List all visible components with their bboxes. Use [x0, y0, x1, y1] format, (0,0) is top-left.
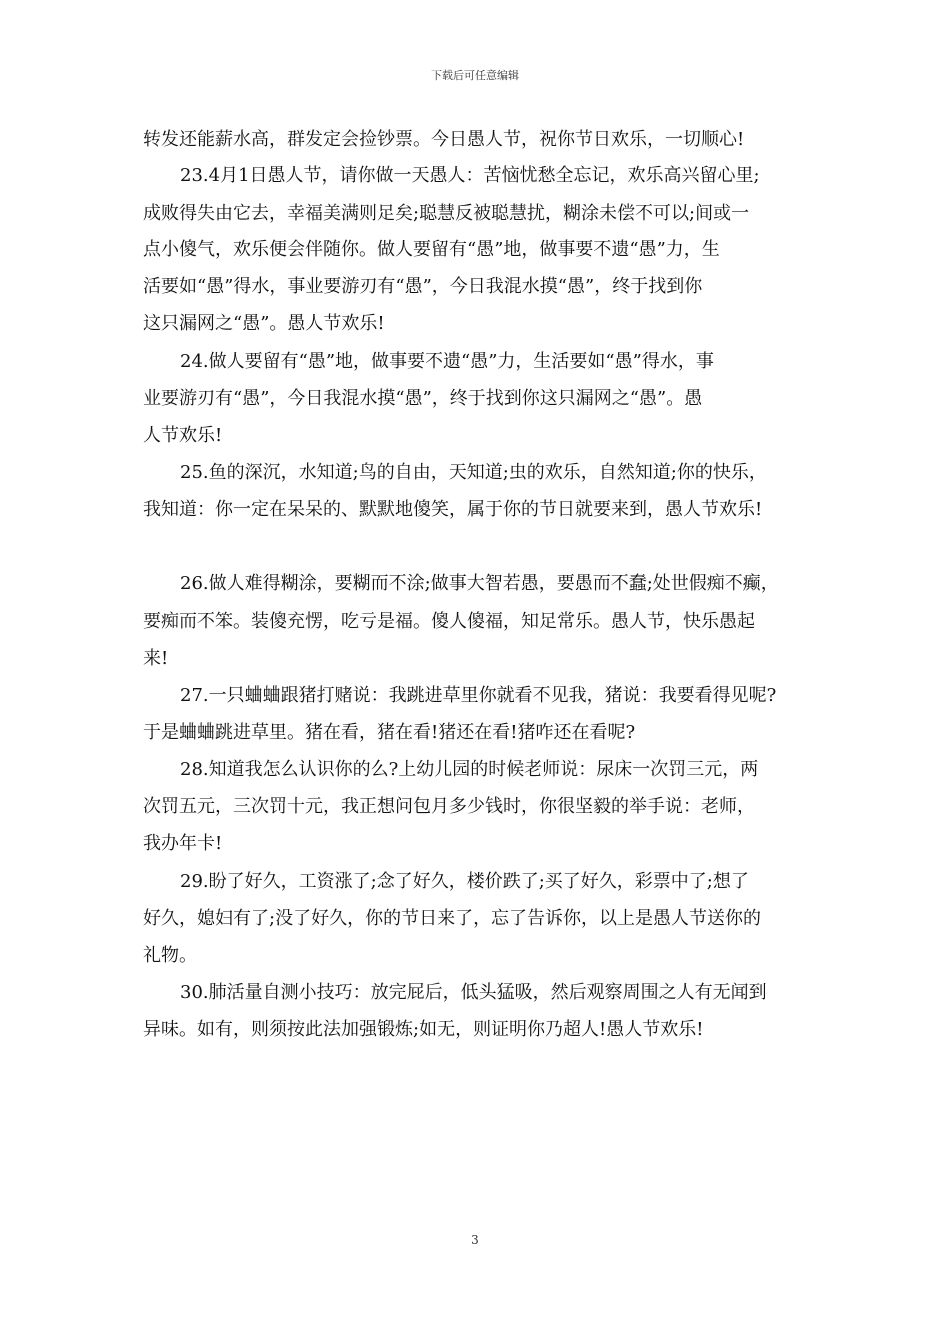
text-line: 来! [143, 648, 169, 669]
text-line: 28.知道我怎么认识你的么?上幼儿园的时候老师说：尿床一次罚三元，两 [180, 759, 759, 780]
page-number: 3 [471, 1233, 479, 1247]
text-line: 24.做人要留有“愚”地，做事要不遗“愚”力，生活要如“愚”得水，事 [180, 351, 714, 372]
text-line: 25.鱼的深沉，水知道;鸟的自由，天知道;虫的欢乐，自然知道;你的快乐， [180, 462, 767, 483]
text-line: 于是蛐蛐跳进草里。猪在看，猪在看!猪还在看!猪咋还在看呢? [143, 722, 636, 743]
text-line: 这只漏网之“愚”。愚人节欢乐! [143, 313, 385, 334]
text-line: 30.肺活量自测小技巧：放完屁后，低头猛吸，然后观察周围之人有无闻到 [180, 982, 767, 1003]
text-line: 要痴而不笨。装傻充愣，吃亏是福。傻人傻福，知足常乐。愚人节，快乐愚起 [143, 611, 755, 632]
text-line: 礼物。 [143, 945, 197, 966]
text-line: 成败得失由它去，幸福美满则足矣;聪慧反被聪慧扰，糊涂未偿不可以;间或一 [143, 203, 750, 224]
text-line: 29.盼了好久，工资涨了;念了好久，楼价跌了;买了好久，彩票中了;想了 [180, 871, 749, 892]
text-line: 我办年卡! [143, 833, 223, 854]
text-line: 活要如“愚”得水，事业要游刃有“愚”，今日我混水摸“愚”，终于找到你 [143, 276, 703, 297]
text-line: 点小傻气，欢乐便会伴随你。做人要留有“愚”地，做事要不遗“愚”力，生 [143, 239, 720, 260]
page-header: 下载后可任意编辑 [431, 69, 519, 82]
text-line: 业要游刃有“愚”，今日我混水摸“愚”，终于找到你这只漏网之“愚”。愚 [143, 388, 703, 409]
text-line: 我知道：你一定在呆呆的、默默地傻笑，属于你的节日就要来到，愚人节欢乐! [143, 499, 763, 520]
text-line: 好久，媳妇有了;没了好久，你的节日来了，忘了告诉你，以上是愚人节送你的 [143, 908, 762, 929]
text-line: 27.一只蛐蛐跟猪打赌说：我跳进草里你就看不见我，猪说：我要看得见呢? [180, 685, 777, 706]
text-line: 26.做人难得糊涂，要糊而不涂;做事大智若愚，要愚而不蠢;处世假痴不癫， [180, 573, 779, 594]
text-line: 人节欢乐! [143, 425, 223, 446]
text-line: 次罚五元，三次罚十元，我正想问包月多少钱时，你很坚毅的举手说：老师， [143, 796, 755, 817]
text-line: 转发还能薪水高，群发定会捡钞票。今日愚人节，祝你节日欢乐，一切顺心! [143, 129, 745, 150]
text-line: 异味。如有，则须按此法加强锻炼;如无，则证明你乃超人!愚人节欢乐! [143, 1019, 704, 1040]
text-line: 23.4月1日愚人节，请你做一天愚人：苦恼忧愁全忘记，欢乐高兴留心里; [180, 165, 760, 186]
